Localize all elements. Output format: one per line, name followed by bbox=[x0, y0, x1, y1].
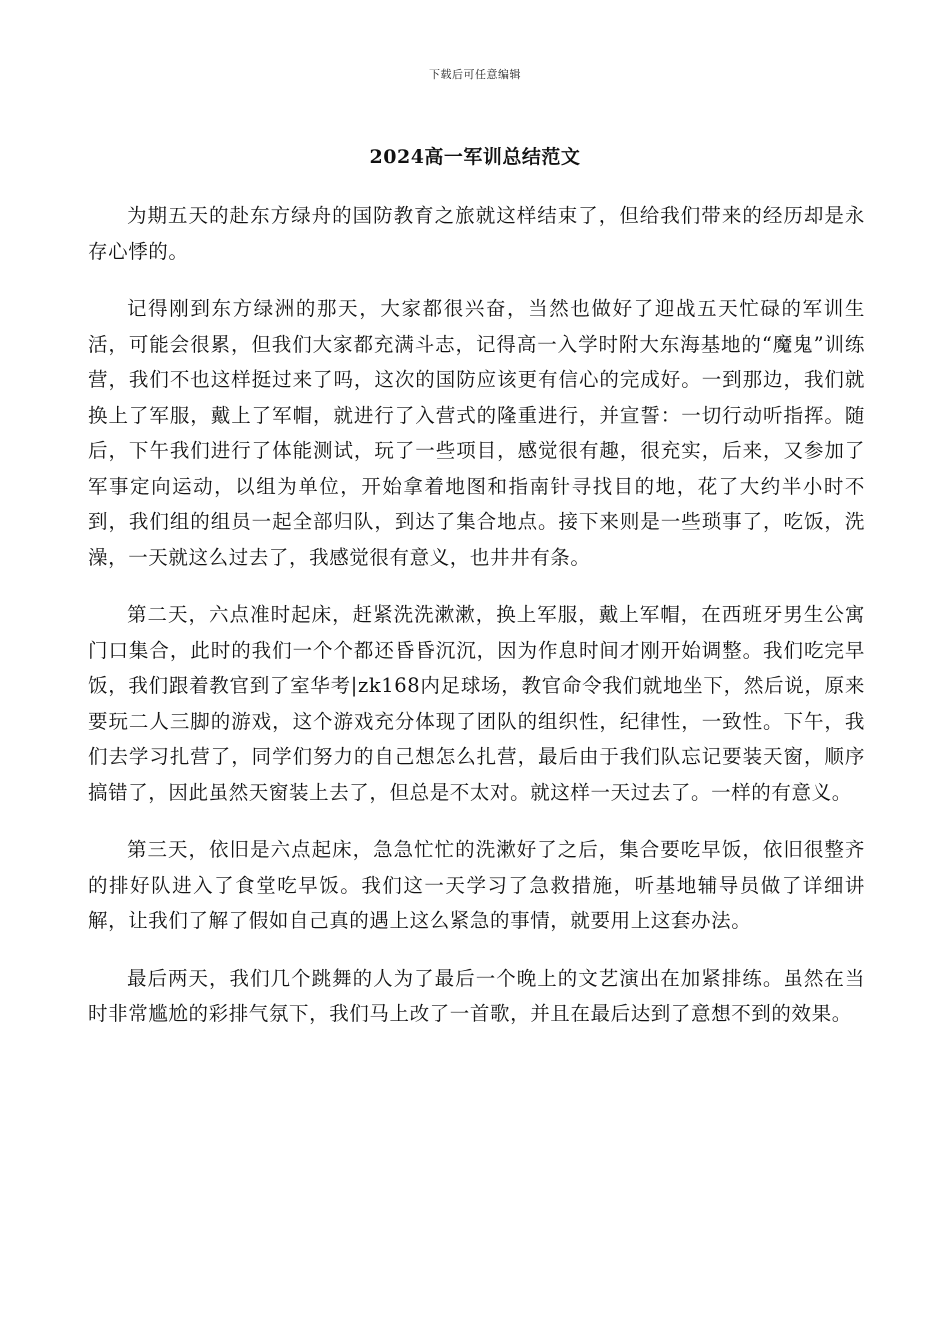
document-title: 2024高一军训总结范文 bbox=[369, 146, 581, 168]
paragraph: 第三天，依旧是六点起床，急急忙忙的洗漱好了之后，集合要吃早饭，依旧很整齐的排好队进入了食堂吃早饭。我们这一天学习了急救措施，听基地辅导员做了详细讲解，让我们了解了假如自己真的遇上这么紧急的事情，就要用上这套办法。 bbox=[88, 838, 865, 932]
paragraph: 为期五天的赴东方绿舟的国防教育之旅就这样结束了，但给我们带来的经历却是永存心悸的。 bbox=[88, 204, 865, 263]
paragraph: 记得刚到东方绿洲的那天，大家都很兴奋，当然也做好了迎战五天忙碌的军训生活，可能会很累，但我们大家都充满斗志，记得高一入学时附大东海基地的“魔鬼”训练营，我们不也这样挺过来了吗，这次的国防应该更有信心的完成好。一到那边，我们就换上了军服，戴上了军帽，就进行了入营式的隆重进行，并宣誓：一切行动听指挥。随后，下午我们进行了体能测试，玩了一些项目，感觉很有趣，很充实，后来，又参加了军事定向运动，以组为单位，开始拿着地图和指南针寻找目的地，花了大约半小时不到，我们组的组员一起全部归队，到达了集合地点。接下来则是一些琐事了，吃饭，洗澡，一天就这么过去了，我感觉很有意义，也井井有条。 bbox=[88, 297, 865, 569]
header-note: 下载后可任意编辑 bbox=[429, 68, 521, 81]
paragraph: 第二天，六点准时起床，赶紧洗洗漱漱，换上军服，戴上军帽，在西班牙男生公寓门口集合，此时的我们一个个都还昏昏沉沉，因为作息时间才刚开始调整。我们吃完早饭，我们跟着教官到了室华考|zk168内足球场，教官命令我们就地坐下，然后说，原来要玩二人三脚的游戏，这个游戏充分体现了团队的组织性，纪律性，一致性。下午，我们去学习扎营了，同学们努力的自己想怎么扎营，最后由于我们队忘记要装天窗，顺序搞错了，因此虽然天窗装上去了，但总是不太对。就这样一天过去了。一样的有意义。 bbox=[88, 603, 865, 804]
paragraph: 最后两天，我们几个跳舞的人为了最后一个晚上的文艺演出在加紧排练。虽然在当时非常尴尬的彩排气氛下，我们马上改了一首歌，并且在最后达到了意想不到的效果。 bbox=[88, 966, 865, 1025]
document-body bbox=[88, 198, 865, 1054]
